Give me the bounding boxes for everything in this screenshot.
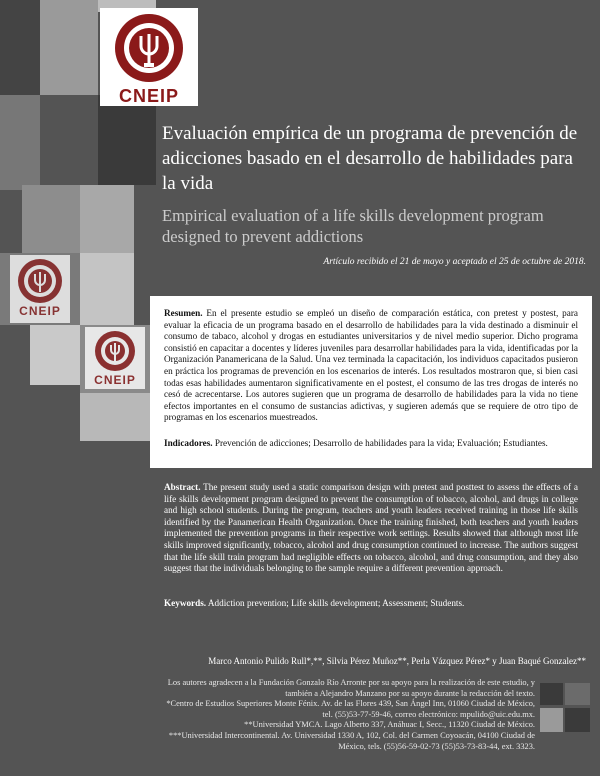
cneip-emblem-icon: [85, 327, 145, 373]
logo-text: CNEIP: [118, 86, 179, 106]
deco-square: [540, 683, 563, 705]
deco-square: [22, 185, 80, 253]
footnote-affiliation: *Centro de Estudios Superiores Monte Fénix. Av. de las Flores 439, San Ángel Inn, 01060 Ciudad de México, tel. (55)53-77-59-46, correo electrónico: mpulido@uic.edu.mx.: [166, 699, 535, 719]
footnote-acknowledgment: Los autores agradecen a la Fundación Gonzalo Río Arronte por su apoyo para la realización de este estudio, y también a Alejandro Manzano por su apoyo durante la redacción del texto.: [167, 678, 535, 698]
deco-square: [98, 95, 156, 185]
received-date: Artículo recibido el 21 de mayo y aceptado el 25 de octubre de 2018.: [323, 257, 586, 267]
deco-square: [565, 683, 590, 705]
deco-square: [0, 95, 40, 190]
deco-square: [540, 708, 563, 732]
abstract-label: Abstract.: [164, 482, 201, 492]
keywords-text: Addiction prevention; Life skills development; Assessment; Students.: [206, 598, 465, 608]
cneip-emblem-icon: [10, 255, 70, 305]
cneip-logo-small: [10, 255, 70, 323]
resumen-label: Resumen.: [164, 308, 203, 318]
authors: Marco Antonio Pulido Rull*,**, Silvia Pérez Muñoz**, Perla Vázquez Pérez* y Juan Baqué Gonzalez**: [208, 656, 586, 666]
deco-square: [80, 185, 134, 253]
cneip-logo-small: [85, 327, 145, 389]
deco-square: [565, 708, 590, 732]
cneip-logo: [100, 8, 198, 106]
deco-square: [30, 325, 80, 385]
logo-text: CNEIP: [19, 304, 61, 318]
resumen-paragraph: [164, 308, 578, 424]
footnotes: [160, 678, 535, 752]
title-english: Empirical evaluation of a life skills development program designed to prevent addictions: [162, 206, 544, 246]
resumen-text: En el presente estudio se empleó un diseño de comparación estática, con pretest y postest, para evaluar la eficacia de un programa basado en el desarrollo de habilidades para la vida destinado a disminuir el consumo de tabaco, alcohol y drogas en estudiantes universitarios y de nivel medio superior. Dicho programa consistió en capacitar a docentes y líderes juveniles para desarrollar habilidades para la vida, identificadas por la Organización Panamericana de la Salud. Una vez terminada la capacitación, los individuos capacitados pusieron en práctica los programas de prevención en los escenarios de interés. Los resultados mostraron que, si bien casi todas esas habilidades aumentaron significativamente en el postest, el consumo de las tres drogas de interés no cesó de acrecentarse. Los autores sugieren que un programa de desarrollo de habilidades para la vida no tiene efectos importantes en el consumo de sustancias adictivas, y sugieren además que se requiere de otro tipo de programas en los escenarios muestreados.: [164, 308, 578, 423]
cneip-emblem-icon: [100, 8, 198, 86]
resumen-box: [150, 296, 592, 468]
indicadores-label: Indicadores.: [164, 438, 213, 448]
abstract-section: [150, 470, 592, 610]
abstract-text: The present study used a static comparison design with pretest and posttest to assess the effects of a life skills development program designed to prevent the consumption of tobacco, alcohol, and drugs in college and high school students. During the program, teachers and youth leaders received training in those life skills identified by the Panamerican Health Organization. Once the training finished, both teachers and youth leaders implemented the prevention programs in their respective work settings. Results showed that although most life skills improved significantly, tobacco, alcohol and drug consumption continued to increase. The authors suggest that the life skill train program had negligible effects on tobacco, alcohol, and drug consumption, and they also suggest that the individuals belonging to the sample require a different prevention approach.: [164, 482, 578, 574]
deco-square: [80, 393, 150, 441]
logo-text: CNEIP: [94, 373, 136, 387]
deco-square: [0, 0, 40, 95]
title-spanish: Evaluación empírica de un programa de prevención de adicciones basado en el desarrollo de habilidades para la vida: [162, 123, 578, 194]
abstract-paragraph: [164, 482, 578, 575]
deco-square: [40, 0, 98, 95]
indicadores-text: Prevención de adicciones; Desarrollo de habilidades para la vida; Evaluación; Estudiantes.: [212, 438, 548, 448]
deco-square: [80, 253, 134, 325]
indicadores-paragraph: [164, 438, 578, 450]
footnote-affiliation: **Universidad YMCA. Lago Alberto 337, Anáhuac I, Secc., 11320 Ciudad de México.: [244, 720, 535, 730]
footnote-affiliation: ***Universidad Intercontinental. Av. Universidad 1330 A, 102, Col. del Carmen Coyoacán, 04100 Ciudad de México, tels. (55)56-59-02-73 (55)53-73-83-44, ext. 3323.: [168, 730, 535, 751]
keywords-label: Keywords.: [164, 598, 207, 608]
keywords-paragraph: [164, 598, 578, 610]
